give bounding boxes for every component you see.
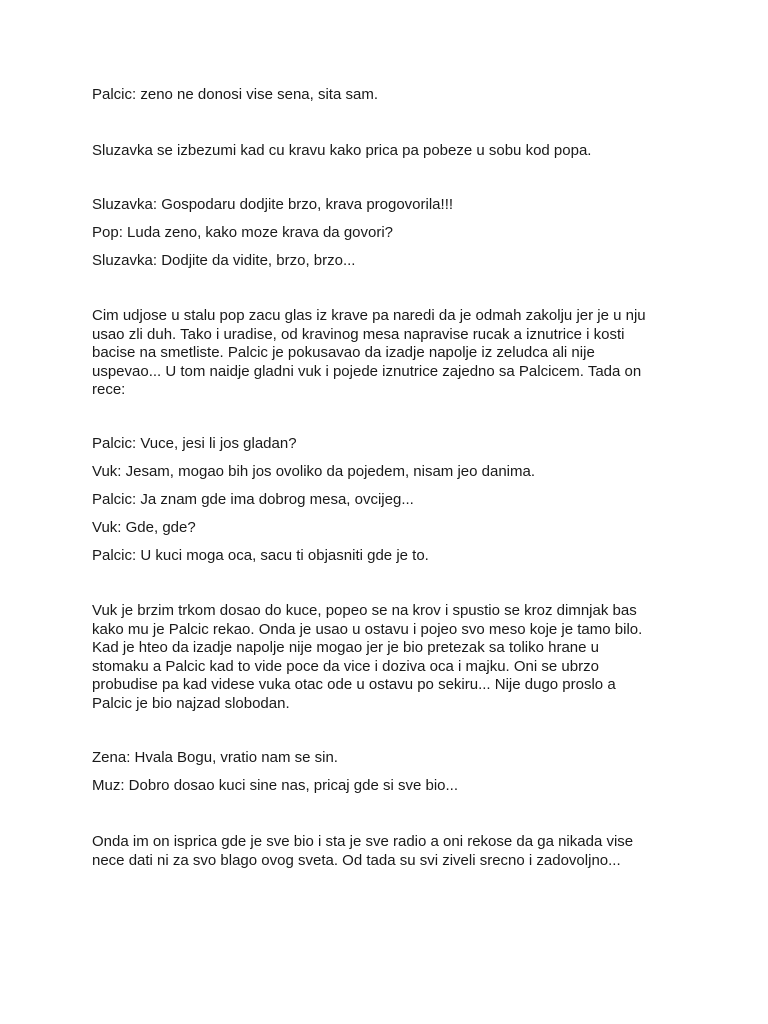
paragraph-palcic-zeno: [92, 86, 732, 105]
paragraph-zena-hvala: [92, 749, 732, 768]
paragraph-palcic-ja-znam: [92, 491, 732, 510]
text-line: Sluzavka: Gospodaru dodjite brzo, krava progovorila!!!: [92, 196, 454, 213]
text-line: Palcic: zeno ne donosi vise sena, sita sam.: [92, 86, 378, 103]
text-line: Zena: Hvala Bogu, vratio nam se sin.: [92, 749, 338, 766]
text-line: Palcic: U kuci moga oca, sacu ti objasniti gde je to.: [92, 547, 429, 564]
text-line: uspevao... U tom naidje gladni vuk i pojede iznutrice zajedno sa Palcicem. Tada on: [92, 362, 642, 380]
text-line: stomaku a Palcic kad to vide poce da vice i doziva oca i majku. Oni se ubrzo: [92, 657, 599, 675]
text-line: Onda im on isprica gde je sve bio i sta je sve radio a oni rekose da ga nikada vise: [92, 833, 634, 850]
paragraph-palcic-vuce: [92, 435, 732, 454]
paragraph-sluzavka-narration: [92, 142, 732, 161]
text-line: Sluzavka: Dodjite da vidite, brzo, brzo...: [92, 252, 356, 269]
text-line: Vuk: Jesam, mogao bih jos ovoliko da pojedem, nisam jeo danima.: [92, 463, 536, 480]
paragraph-vuk-gde: [92, 519, 732, 538]
text-line: Cim udjose u stalu pop zacu glas iz krave pa naredi da je odmah zakolju jer je u nju: [92, 307, 646, 324]
text-line: Palcic je bio najzad slobodan.: [92, 694, 290, 712]
text-line: probudise pa kad videse vuka otac ode u ostavu po sekiru... Nije dugo proslo a: [92, 676, 616, 693]
text-line: Palcic: Vuce, jesi li jos gladan?: [92, 435, 297, 452]
paragraph-palcic-u-kuci: [92, 547, 732, 566]
text-line: rece:: [92, 381, 126, 398]
text-line: usao zli duh. Tako i uradise, od kravinog mesa napravise rucak a iznutrice i kosti: [92, 325, 625, 343]
text-line: Pop: Luda zeno, kako moze krava da govori?: [92, 224, 394, 241]
paragraph-vuk-je-brzim: [92, 602, 732, 713]
text-line: Palcic: Ja znam gde ima dobrog mesa, ovcijeg...: [92, 491, 414, 508]
text-line: Sluzavka se izbezumi kad cu kravu kako prica pa pobeze u sobu kod popa.: [92, 142, 592, 159]
text-line: nece dati ni za svo blago ovog sveta. Od tada su svi ziveli srecno i zadovoljno...: [92, 851, 621, 869]
text-line: kako mu je Palcic rekao. Onda je usao u ostavu i pojeo svo meso koje je tamo bilo.: [92, 620, 643, 638]
paragraph-pop-luda-zeno: [92, 224, 732, 243]
paragraph-muz-dobro: [92, 777, 732, 796]
paragraph-cim-udjose: [92, 307, 732, 400]
paragraph-vuk-jesam: [92, 463, 732, 482]
paragraph-onda-im: [92, 833, 732, 870]
text-line: Kad je hteo da izadje napolje nije mogao jer je bio pretezak sa toliko hrane u: [92, 639, 599, 656]
paragraph-sluzavka-dodjite: [92, 252, 732, 271]
text-line: Vuk: Gde, gde?: [92, 519, 196, 536]
text-line: Muz: Dobro dosao kuci sine nas, pricaj gde si sve bio...: [92, 777, 459, 794]
text-line: Vuk je brzim trkom dosao do kuce, popeo se na krov i spustio se kroz dimnjak bas: [92, 602, 637, 619]
text-line: bacise na smetliste. Palcic je pokusavao da izadje napolje iz zeludca ali nije: [92, 344, 595, 361]
paragraph-sluzavka-gospodaru: [92, 196, 732, 215]
